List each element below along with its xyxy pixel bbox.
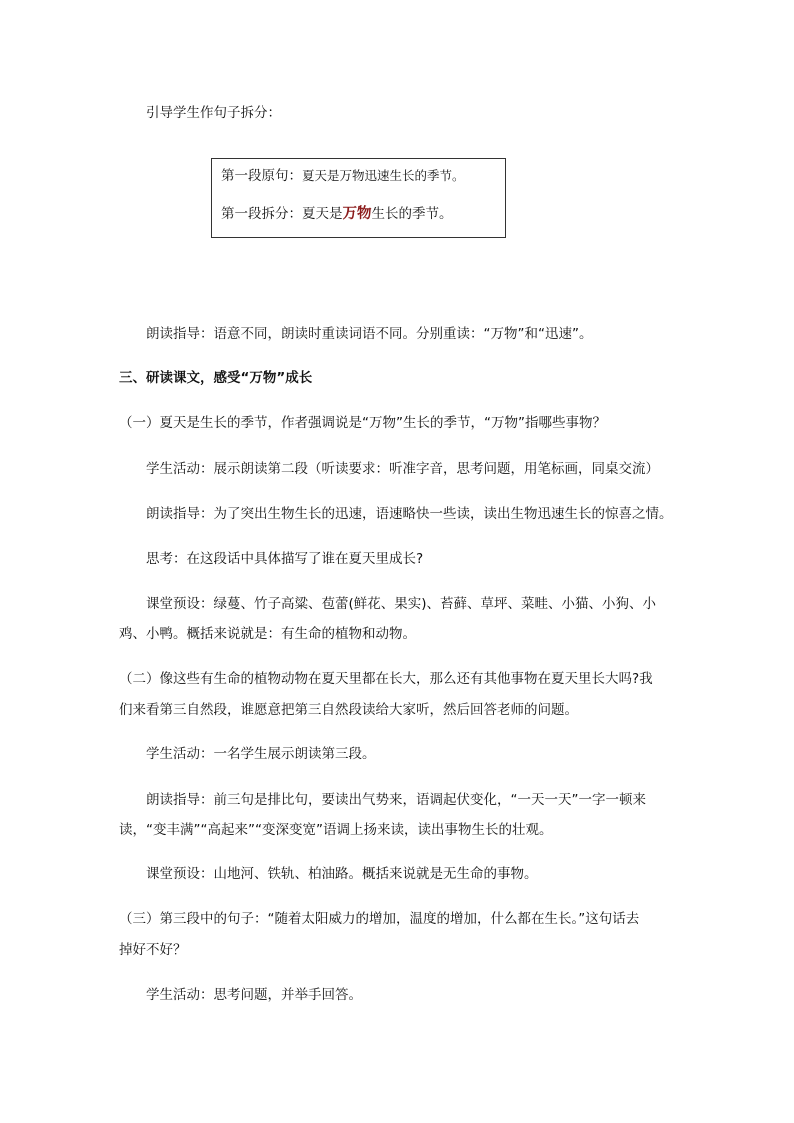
question-2-line1: （二）像这些有生命的植物动物在夏天里都在长大，那么还有其他事物在夏天里长大吗?我 bbox=[119, 671, 653, 687]
original-label: 第一段原句： bbox=[221, 168, 302, 184]
reading-guide-3-line2: 读，“变丰满”“高起来”“变深变宽”语调上扬来读，读出事物生长的壮观。 bbox=[119, 822, 553, 838]
split-label: 第一段拆分： bbox=[221, 206, 302, 222]
question-3-line2: 掉好不好？ bbox=[119, 942, 187, 958]
split-after: 生长的季节。 bbox=[371, 206, 453, 222]
student-activity-3: 学生活动：思考问题，并举手回答。 bbox=[146, 987, 362, 1003]
sentence-split-box bbox=[211, 158, 506, 238]
class-preset-1-line1: 课堂预设：绿蔓、竹子高粱、苞蕾(鲜花、果实)、苔藓、草坪、菜畦、小猫、小狗、小 bbox=[146, 596, 657, 612]
class-preset-1-line2: 鸡、小鸭。概括来说就是：有生命的植物和动物。 bbox=[119, 626, 416, 642]
split-highlight: 万物 bbox=[342, 206, 372, 222]
question-1: （一）夏天是生长的季节，作者强调说是“万物”生长的季节，“万物”指哪些事物？ bbox=[119, 415, 606, 431]
split-before: 夏天是 bbox=[302, 206, 343, 222]
split-sentence-line bbox=[221, 205, 453, 223]
section-3-heading: 三、研读课文，感受“万物”成长 bbox=[119, 370, 313, 386]
original-sentence: 夏天是万物迅速生长的季节。 bbox=[302, 168, 465, 183]
original-sentence-line bbox=[221, 167, 465, 185]
student-activity-2: 学生活动：一名学生展示朗读第三段。 bbox=[146, 746, 376, 762]
student-activity-1: 学生活动：展示朗读第二段（听读要求：听准字音，思考问题，用笔标画，同桌交流） bbox=[146, 461, 659, 477]
think-1: 思考：在这段话中具体描写了谁在夏天里成长? bbox=[146, 551, 424, 567]
reading-guide-2: 朗读指导：为了突出生物生长的迅速，语速略快一些读，读出生物迅速生长的惊喜之情。 bbox=[146, 506, 673, 522]
question-2-line2: 们来看第三自然段，谁愿意把第三自然段读给大家听，然后回答老师的问题。 bbox=[119, 702, 578, 718]
reading-guide-3-line1: 朗读指导：前三句是排比句，要读出气势来，语调起伏变化，“一天一天”一字一顿来 bbox=[146, 792, 646, 808]
guide-intro: 引导学生作句子拆分： bbox=[146, 105, 281, 121]
class-preset-2: 课堂预设：山地河、铁轨、柏油路。概括来说就是无生命的事物。 bbox=[146, 866, 538, 882]
question-3-line1: （三）第三段中的句子：“随着太阳威力的增加，温度的增加，什么都在生长。”这句话去 bbox=[119, 911, 640, 927]
reading-guide-1: 朗读指导：语意不同，朗读时重读词语不同。分别重读：“万物”和“迅速”。 bbox=[146, 326, 593, 342]
